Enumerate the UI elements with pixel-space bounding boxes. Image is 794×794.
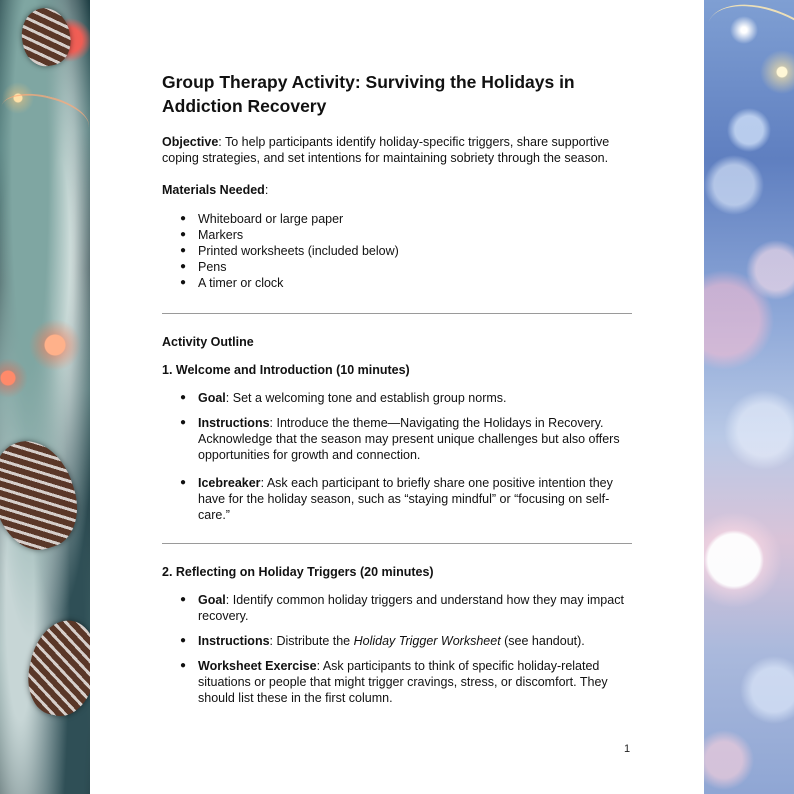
list-item <box>162 658 632 706</box>
item-text: : Introduce the theme—Navigating the Holidays in Recovery. Acknowledge that the season may present unique challenges but also offers opportunities for growth and connection. <box>198 416 620 462</box>
list-item <box>162 633 632 649</box>
materials-heading <box>162 182 632 198</box>
list-item <box>162 415 632 463</box>
list-item <box>162 592 632 624</box>
item-label: Instructions <box>198 634 270 648</box>
list-item: ● Printed worksheets (included below) <box>162 243 632 259</box>
materials-heading-colon: : <box>264 183 269 197</box>
list-item: ● Whiteboard or large paper <box>162 211 632 227</box>
activity-outline-label: Activity Outline <box>162 335 254 349</box>
list-item <box>162 390 632 406</box>
item-label: Goal <box>198 593 226 607</box>
section1-list <box>162 390 632 523</box>
list-item: ● Pens <box>162 259 632 275</box>
materials-list <box>162 211 632 291</box>
item-text: : Ask each participant to briefly share one positive intention they have for the holiday season, such as “staying mindful” or “focusing on self-care.” <box>198 476 613 522</box>
item-label: Goal <box>198 391 226 405</box>
item-text: : Set a welcoming tone and establish group norms. <box>225 391 507 405</box>
string-lights-decoration <box>704 0 794 104</box>
section-divider <box>162 313 632 314</box>
list-item: ● Markers <box>162 227 632 243</box>
section2-heading <box>162 564 632 580</box>
right-decorative-panel <box>704 0 794 794</box>
item-label: Worksheet Exercise <box>198 659 317 673</box>
item-text: (see handout). <box>500 634 585 648</box>
list-item <box>162 475 632 523</box>
objective-text: : To help participants identify holiday-specific triggers, share supportive coping strategies, and set intentions for maintaining sobriety through the season. <box>162 135 610 165</box>
materials-heading-label: Materials Needed <box>162 183 265 197</box>
item-text: : Ask participants to think of specific holiday-related situations or people that might trigger cravings, stress, or discomfort. They should list these in the first column. <box>198 659 608 705</box>
objective-paragraph <box>162 134 632 166</box>
document-body <box>162 70 632 706</box>
activity-outline-heading <box>162 334 632 350</box>
item-label: Icebreaker <box>198 476 261 490</box>
pinecone-decoration <box>21 614 90 722</box>
item-label: Instructions <box>198 416 270 430</box>
list-item: ● A timer or clock <box>162 275 632 291</box>
objective-label: Objective <box>162 135 219 149</box>
string-lights-decoration <box>0 86 90 149</box>
item-text: : Distribute the <box>269 634 354 648</box>
page-number: 1 <box>624 743 631 755</box>
left-decorative-panel <box>0 0 90 794</box>
section2-list <box>162 592 632 706</box>
section-divider <box>162 543 632 544</box>
worksheet-title: Holiday Trigger Worksheet <box>353 634 501 648</box>
pinecone-decoration <box>17 4 74 69</box>
section2-heading-label: 2. Reflecting on Holiday Triggers (20 minutes) <box>162 565 434 579</box>
section1-heading <box>162 362 632 378</box>
section1-heading-label: 1. Welcome and Introduction (10 minutes) <box>162 363 410 377</box>
document-title: Group Therapy Activity: Surviving the Holidays in Addiction Recovery <box>162 72 575 116</box>
pinecone-decoration <box>0 430 89 559</box>
item-text: : Identify common holiday triggers and understand how they may impact recovery. <box>198 593 624 623</box>
